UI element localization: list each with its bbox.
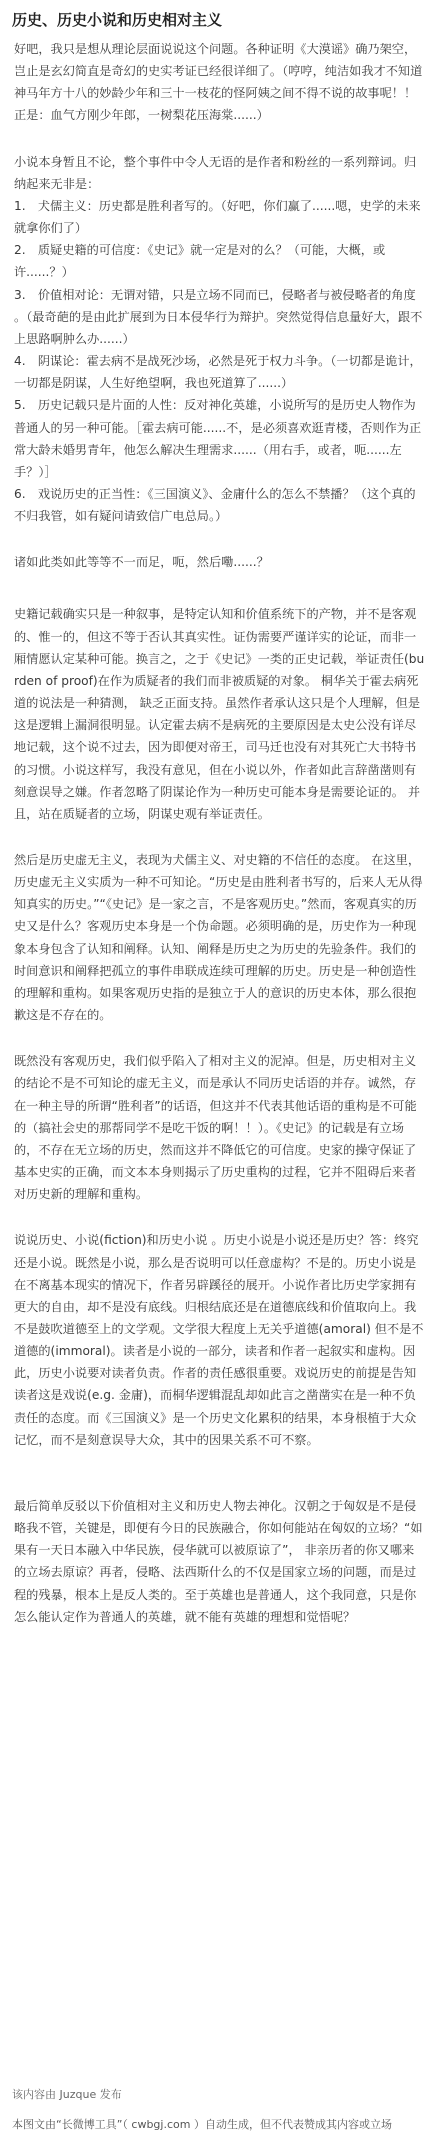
- intro-paragraph: 好吧，我只是想从理论层面说说这个问题。各种证明《大漠谣》确乃架空，岂止是玄幻简直是奇幻的史实考证已经很详细了。（哼哼，纯洁如我才不知道神马年方十八的妙龄少年和三十一枝花的怪阿姨之间不得不说的故事呢！！正是：血气方刚少年郎，一树梨花压海棠......）: [14, 42, 423, 123]
- article-body: [14, 38, 426, 1628]
- paragraph-spacer: [14, 127, 426, 151]
- paragraph-spacer: [14, 527, 426, 551]
- paragraph-spacer: [14, 1205, 426, 1229]
- list-item-4: 4. 阴谋论：霍去病不是战死沙场，必然是死于权力斗争。（一切都是诡计，一切都是阴谋，人生好绝望啊，我也死道算了......）: [14, 354, 422, 391]
- historical-nihilism-paragraph: 然后是历史虚无主义，表现为犬儒主义、对史籍的不信任的态度。 在这里，历史虚无主义实质为一种不可知论。“历史是由胜利者书写的，后来人无从得知真实的历史。”“《史记》是一家之言，不是客观历史。”然而，客观真实的历史又是什么？客观历史本身是一个伪命题。必须明确的是，历史作为一种现象本身包含了认知和阐释。认知、阐释是历史之为历史的先验条件。我们的时间意识和阐释把孤立的事件串联成连续可理解的历史。历史是一种创造性的理解和重构。如果客观历史指的是独立于人的意识的历史本体，那么很抱歉这是不存在的。: [14, 853, 423, 1023]
- list-item-3: 3. 价值相对论：无谓对错，只是立场不同而已，侵略者与被侵略者的角度 。（最奇葩的是由此扩展到为日本侵华行为辩护。突然觉得信息量好大，跟不上思路啊肿么办......）: [14, 287, 423, 346]
- paragraph-spacer: [14, 825, 426, 849]
- list-item-2: 2. 质疑史籍的可信度：《史记》就一定是对的么？（可能，大概，或许......？）: [14, 243, 386, 280]
- author-credit: 该内容由 Juzque 发布: [12, 2088, 122, 2101]
- paragraph-spacer: [14, 1026, 426, 1050]
- conclusion-paragraph: 最后简单反驳以下价值相对主义和历史人物去神化。汉朝之于匈奴是不是侵略我不管，关键是，即便有今日的民族融合，你如何能站在匈奴的立场？“如果有一天日本融入中华民族，侵华就可以被原谅了”， 非亲历者的你又哪来的立场去原谅？再者，侵略、法西斯什么的不仅是国家立场的问题，而是过程的残暴，根本上是反人类的。至于英雄也是普通人，这个我同意，只是你怎么能认定作为普通人的英雄，就不能有英雄的理想和觉悟呢？: [14, 1498, 423, 1624]
- historical-record-paragraph: 史籍记载确实只是一种叙事，是特定认知和价值系统下的产物，并不是客观的、惟一的，但这不等于否认其真实性。证伪需要严谨详实的论证，而非一厢情愿认定某种可能。换言之，之于《史记》一类的正史记载，举证责任(burden of proof)在作为质疑者的我们而非被质疑的对象。 桐华关于霍去病死道的说法是一种猜测， 缺乏正面支持。虽然作者承认这只是个人理解，但是这是逻辑上漏洞很明显。认定霍去病不是病死的主要原因是太史公没有详尽地记载，这个说不过去，因为即便对帝王，司马迁也没有对其死亡大书特书的习惯。小说这样写，我没有意见，但在小说以外，作者如此言辞凿凿则有刻意误导之嫌。作者忽略了阴谋论作为一种历史可能本身是需要论证的。 并且，站在质疑者的立场，阴谋史观有举证责任。: [14, 607, 425, 821]
- transition-paragraph: 诸如此类如此等等不一而足，呃，然后嘞......？: [14, 555, 269, 570]
- relativism-paragraph: 既然没有客观历史，我们似乎陷入了相对主义的泥淖。但是，历史相对主义的结论不是不可知论的虚无主义，而是承认不同历史话语的并存。诚然，存在一种主导的所谓“胜利者”的话语，但这并不代表其他话语的重构是不可能的（搞社会史的那帮同学不是吃干饭的啊！！）。《史记》的记载是有立场的，不存在无立场的历史，然而这并不降低它的可信度。史家的操守保证了基本史实的正确，而文本本身则揭示了历史重构的过程，它并不阻碍后来者对历史新的理解和重构。: [14, 1054, 417, 1202]
- historical-fiction-paragraph: 说说历史、小说(fiction)和历史小说 。历史小说是小说还是历史？答：终究还是小说。既然是小说，那么是否说明可以任意虚构？不是的。历史小说是在不离基本现实的情况下，作者另辟蹊径的展开。小说作者比历史学家拥有更大的自由，却不是没有底线。归根结底还是在道德底线和价值取向上。我不是鼓吹道德至上的文学观。文学很大程度上无关乎道德(amoral) 但不是不道德的(immoral)。读者是小说的一部分，读者和作者一起叙实和虚构。因此，历史小说要对读者负责。作者的责任感很重要。戏说历史的前提是告知读者这是戏说(e.g. 金庸)，而桐华逻辑混乱却如此言之凿凿实在是一种不负责任的态度。而《三国演义》是一个历史文化累积的结果，本身根植于大众记忆，而不是刻意误导大众，其中的因果关系不可不察。: [14, 1233, 424, 1447]
- summary-lead-paragraph: 小说本身暂且不论，整个事件中令人无语的是作者和粉丝的一系列辩词。归纳起来无非是：: [14, 154, 417, 191]
- list-item-1: 1. 犬儒主义：历史都是胜利者写的。（好吧，你们赢了......嗯，史学的未来就拿你们了）: [14, 198, 421, 236]
- list-item-6: 6. 戏说历史的正当性：《三国演义》、金庸什么的怎么不禁播？（这个真的不归我管，如有疑问请致信广电总局。）: [14, 486, 416, 524]
- article-title: 历史、历史小说和历史相对主义: [12, 11, 223, 29]
- list-item-5: 5. 历史记载只是片面的人性：反对神化英雄，小说所写的是历史人物作为普通人的另一种可能。［霍去病可能......不，是必须喜欢逛青楼，否则作为正常大龄未婚男青年，他怎么解决生理需求......（用右手，或者，呃......左手？）］: [14, 398, 422, 479]
- source-disclaimer: 本图文由“长微博工具”（ cwbgj.com ）自动生成，但不代表赞成其内容或立场: [12, 2118, 392, 2131]
- paragraph-spacer: [14, 573, 426, 603]
- paragraph-spacer: [14, 1451, 426, 1495]
